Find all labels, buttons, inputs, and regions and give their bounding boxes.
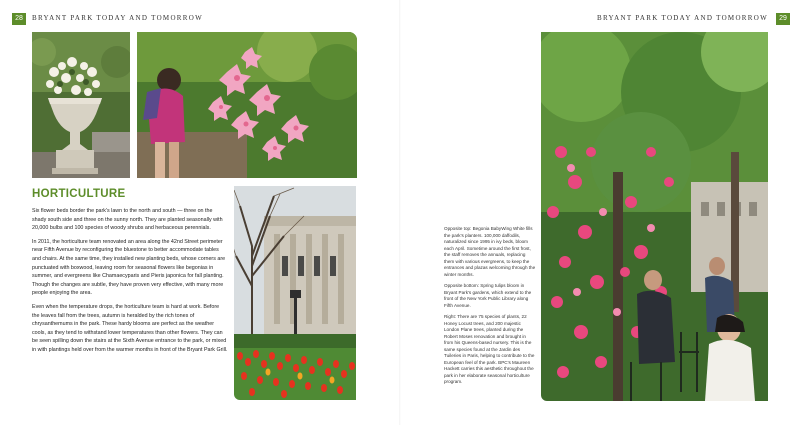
park-seating-photo [541, 32, 768, 401]
section-heading: HORTICULTURE [32, 188, 126, 200]
caption-right: Right: There are 75 species of plants, 22 Honey Locust trees, and 200 majestic London Plane trees, planted during the Robert Moses renovation and brought in from his Queens-based nursery. This is the same species found at the Jardin des Tuileries in Paris, helping to contribute to the European feel of the park. BPC's Maureen Hackett carries this aesthetic throughout the park in her elaborate seasonal horticulture program. [444, 314, 535, 384]
lilies-photo [137, 32, 357, 178]
body-paragraph-3: Even when the temperature drops, the horticulture team is hard at work. Before the leaves fall from the trees, autumn is heralded by the rich tones of chrysanthemums in the park. These hardy blooms are perfect as the weather cools, as they tend to withstand lower temperatures than other flowers. They can be seen spilling down the stairs at the Sixth Avenue entrance to the park, or mixed in with plantings held over from the warmer months in front of the Bryant Park Grill. [32, 303, 228, 353]
right-running-head: BRYANT PARK TODAY AND TOMORROW [597, 14, 768, 22]
right-page-number: 29 [776, 13, 790, 25]
photo-captions [444, 226, 536, 391]
body-paragraph-2: In 2011, the horticulture team renovated an area along the 42nd Street perimeter near Fifth Avenue by reconfiguring the bluestone to better accommodate tables and chairs. At the same time, they installed new planting beds, whose corners are punctuated with boxwood, leaving room for seasonal flowers like begonias in summer, and evergreens like Chamaecyparis and Pieris japonica for fall planting. Though the changes are subtle, they have proven very effective, with many more people enjoying the area. [32, 238, 226, 297]
planter-urn-photo [32, 32, 130, 178]
book-gutter [399, 0, 401, 425]
caption-opposite-top: Opposite top: Begonia BabyWing White fills the park's planters. 100,000 daffodils, naturalized since 1995 in ivy beds, bloom each April. Sometime around the first frost, the staff removes the annuals, replacing them with various evergreens, to keep the entrances and plazas welcoming through the winter months. [444, 226, 536, 277]
library-tulips-photo [234, 186, 356, 400]
body-paragraph-1: Six flower beds border the park's lawn to the north and south — three on the shady south side and three on the sunny north. They are planted seasonally with 20,000 bulbs and 100 species of woody shrubs and herbaceous perennials. [32, 208, 223, 232]
caption-opposite-bottom: Opposite bottom: Spring tulips bloom in Bryant Park's gardens, which extend to the front of the New York Public Library along Fifth Avenue. [444, 283, 532, 308]
article-body [32, 207, 228, 360]
left-page-number: 28 [12, 13, 26, 25]
left-running-head: BRYANT PARK TODAY AND TOMORROW [32, 14, 203, 22]
